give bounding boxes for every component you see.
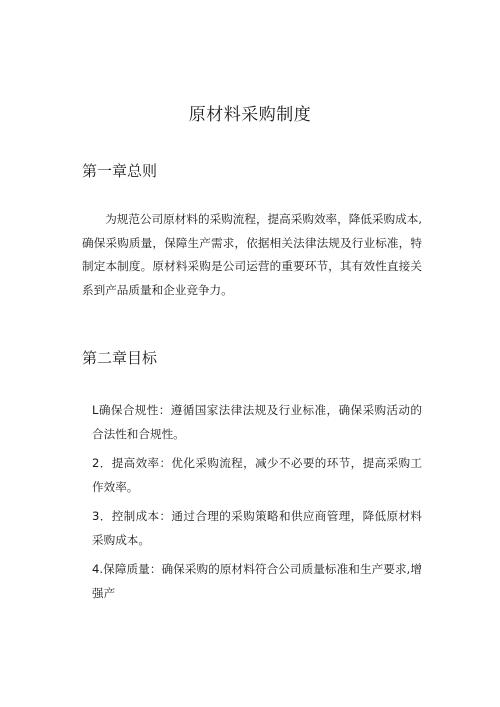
document-title: 原材料采购制度 (188, 105, 312, 125)
chapter-heading-2: 第二章目标 (82, 349, 158, 367)
list-item (92, 558, 422, 605)
list-item-number: L (92, 403, 99, 417)
list-item-text: 确保合规性：遵循国家法律法规及行业标准，确保采购活动的合法性和合规性。 (92, 403, 422, 441)
chapter-heading-1: 第一章总则 (82, 162, 158, 180)
list-item-text: 保障质量：确保采购的原材料符合公司质量标准和生产要求,增强产 (92, 562, 422, 600)
list-item (92, 452, 422, 499)
chapter-1-paragraph: 为规范公司原材料的采购流程，提高采购效率，降低采购成本,确保采购质量，保障生产需求，依据相关法律法规及行业标准，特制定本制度。原材料采购是公司运营的重要环节，其有效性直接关系到产品质量和企业竞争力。 (82, 212, 422, 297)
list-item-text: ．提高效率：优化采购流程，减少不必要的环节，提高采购工作效率。 (92, 456, 422, 494)
list-item-number: 4. (92, 562, 104, 576)
list-item (92, 399, 422, 446)
list-item-number: 2 (92, 456, 100, 470)
list-item (92, 505, 422, 552)
list-item-text: ．控制成本：通过合理的采购策略和供应商管理，降低原材料采购成本。 (92, 509, 422, 547)
list-item-number: 3 (92, 509, 100, 523)
